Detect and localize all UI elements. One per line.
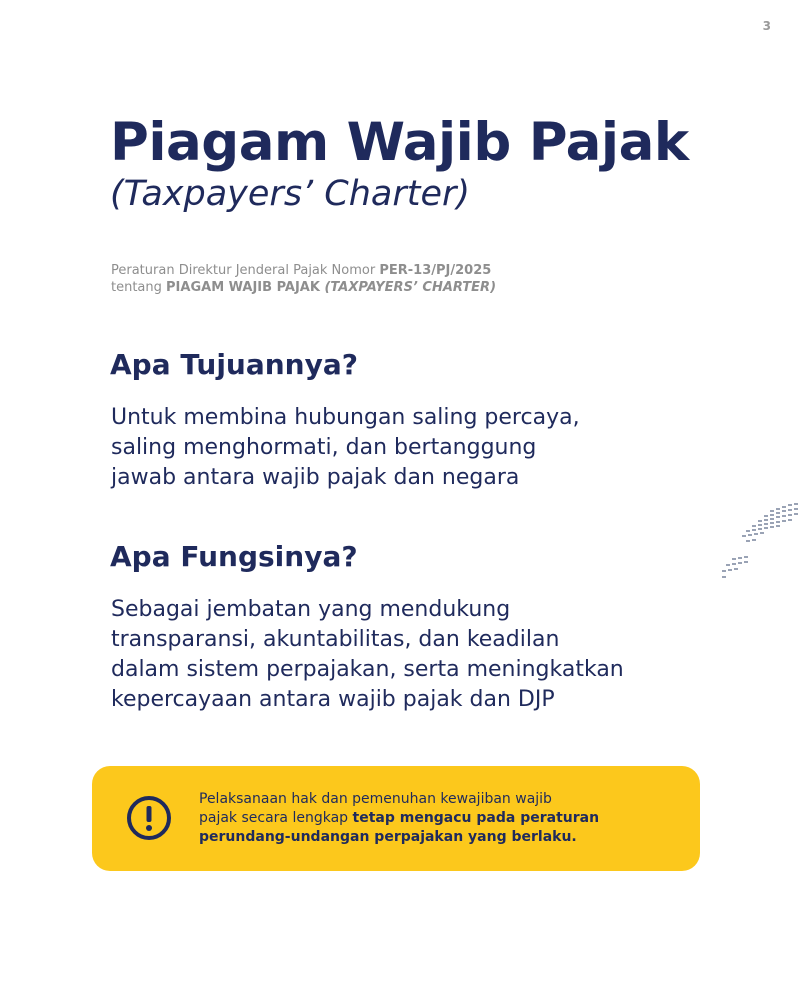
regulation-about: tentang (111, 280, 167, 295)
section-body-line: kepercayaan antara wajib pajak dan DJP (111, 687, 555, 712)
notice-line-2 (199, 809, 599, 828)
section-heading-function: Apa Fungsinya? (110, 540, 358, 573)
regulation-subject: PIAGAM WAJIB PAJAK (166, 280, 320, 295)
notice-line-3-bold: perundang-undangan perpajakan yang berlaku. (199, 829, 577, 845)
page-number: 3 (762, 19, 771, 33)
section-body-purpose (111, 403, 580, 493)
regulation-number: PER-13/PJ/2025 (379, 263, 492, 278)
page-subtitle: (Taxpayers’ Charter) (110, 174, 471, 214)
regulation-subject-english: (TAXPAYERS’ CHARTER) (319, 280, 497, 295)
exclamation-circle-icon (126, 795, 172, 841)
section-body-function (111, 595, 624, 715)
regulation-line-1 (111, 262, 496, 279)
notice-line-1: Pelaksanaan hak dan pemenuhan kewajiban wajib (199, 791, 552, 807)
section-body-line: Sebagai jembatan yang mendukung (111, 597, 511, 622)
regulation-prefix: Peraturan Direktur Jenderal Pajak Nomor (111, 263, 380, 278)
regulation-reference (111, 262, 496, 296)
dotted-map-decoration (718, 500, 800, 585)
notice-text (199, 790, 599, 847)
section-body-line: saling menghormati, dan bertanggung (111, 435, 537, 460)
notice-line-3 (199, 828, 599, 847)
regulation-line-2 (111, 279, 496, 296)
section-heading-purpose: Apa Tujuannya? (110, 348, 358, 381)
section-body-line: Untuk membina hubungan saling percaya, (111, 405, 580, 430)
notice-line-2-bold: tetap mengacu pada peraturan (352, 810, 600, 826)
notice-line-2-prefix: pajak secara lengkap (199, 810, 353, 826)
notice-box (92, 766, 700, 871)
page-title: Piagam Wajib Pajak (110, 112, 689, 173)
section-body-line: jawab antara wajib pajak dan negara (111, 465, 520, 490)
section-body-line: dalam sistem perpajakan, serta meningkatkan (111, 657, 624, 682)
section-body-line: transparansi, akuntabilitas, dan keadilan (111, 627, 560, 652)
